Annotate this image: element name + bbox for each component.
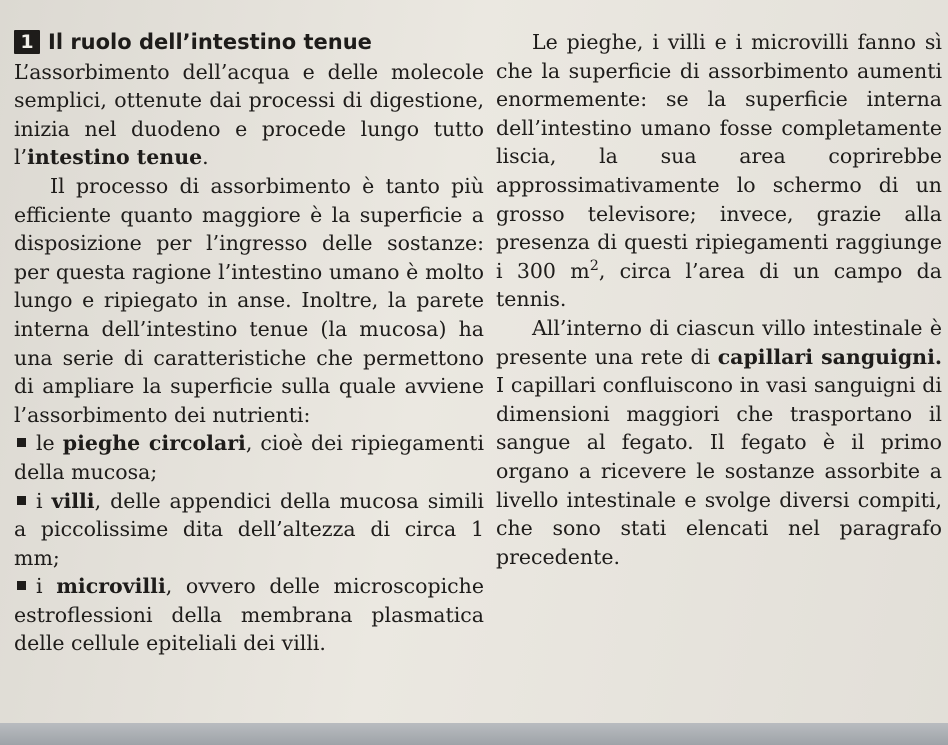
section-heading (14, 28, 484, 57)
surface-exponent: 2 (589, 257, 599, 274)
list-item-post: , cioè dei ripiegamenti della mucosa; (14, 431, 485, 484)
right-column (496, 28, 942, 571)
term-pieghe-circolari: pieghe circolari (62, 431, 246, 456)
list-item-post: , ovvero delle microscopiche estroflessioni della membrana plasmatica delle cellule epiteliali dei villi. (14, 574, 484, 656)
capillaries-paragraph (496, 314, 942, 571)
capillaries-text-end: I capillari confluiscono in vasi sanguigni di dimensioni maggiori che trasportano il sangue al fegato. Il fegato è il primo organo a ricevere le sostanze assorbite a livello intestinale e svolge diversi compiti, che sono stati elencati nel paragrafo precedente. (496, 373, 942, 569)
term-intestino-tenue: intestino tenue (27, 145, 203, 170)
term-microvilli: microvilli (56, 574, 166, 599)
surface-text: Le pieghe, i villi e i microvilli fanno sì che la superficie di assorbimento aumenti enormemente: se la superficie interna dell’intestino umano fosse completamente liscia, la sua area coprirebbe approssimativamente lo schermo di un grosso televisore; invece, grazie alla presenza di questi ripiegamenti raggiunge i (496, 30, 942, 283)
surface-text-end: , circa l’area di un campo da tennis. (496, 258, 943, 312)
term-villi: villi (51, 488, 95, 513)
capillaries-text: All’interno di ciascun villo intestinale è presente una rete di (496, 315, 942, 369)
intro-end: . (202, 145, 209, 170)
background-edge (0, 723, 948, 745)
absorption-paragraph: Il processo di assorbimento è tanto più efficiente quanto maggiore è la superficie a disposizione per l’ingresso delle sostanze: per questa ragione l’intestino umano è molto lungo e ripiegato in anse. Inoltre, la parete interna dell’intestino tenue (la mucosa) ha una serie di caratteristiche che permettono di ampliare la superficie sulla quale avviene l’assorbimento dei nutrienti: (14, 173, 484, 427)
section-title: Il ruolo dell’intestino tenue (48, 30, 372, 54)
section-number-badge: 1 (14, 30, 40, 54)
features-list (14, 429, 484, 658)
surface-paragraph (496, 28, 942, 314)
list-item-pre: i (36, 574, 57, 599)
term-capillari-sanguigni: capillari sanguigni. (717, 344, 943, 369)
intro-paragraph (14, 58, 484, 172)
list-item-pre: le (36, 431, 63, 456)
list-item (14, 487, 484, 573)
list-item (14, 572, 484, 658)
list-item (14, 429, 484, 486)
left-column (14, 28, 484, 658)
list-item-post: , delle appendici della mucosa simili a piccolissime dita dell’altezza di circa 1 mm; (14, 488, 484, 570)
intro-text: L’assorbimento dell’acqua e delle molecole semplici, ottenute dai processi di digestione, inizia nel duodeno e procede lungo tutto l’ (14, 59, 484, 170)
list-item-pre: i (36, 488, 52, 513)
surface-value: 300 m (516, 258, 590, 283)
